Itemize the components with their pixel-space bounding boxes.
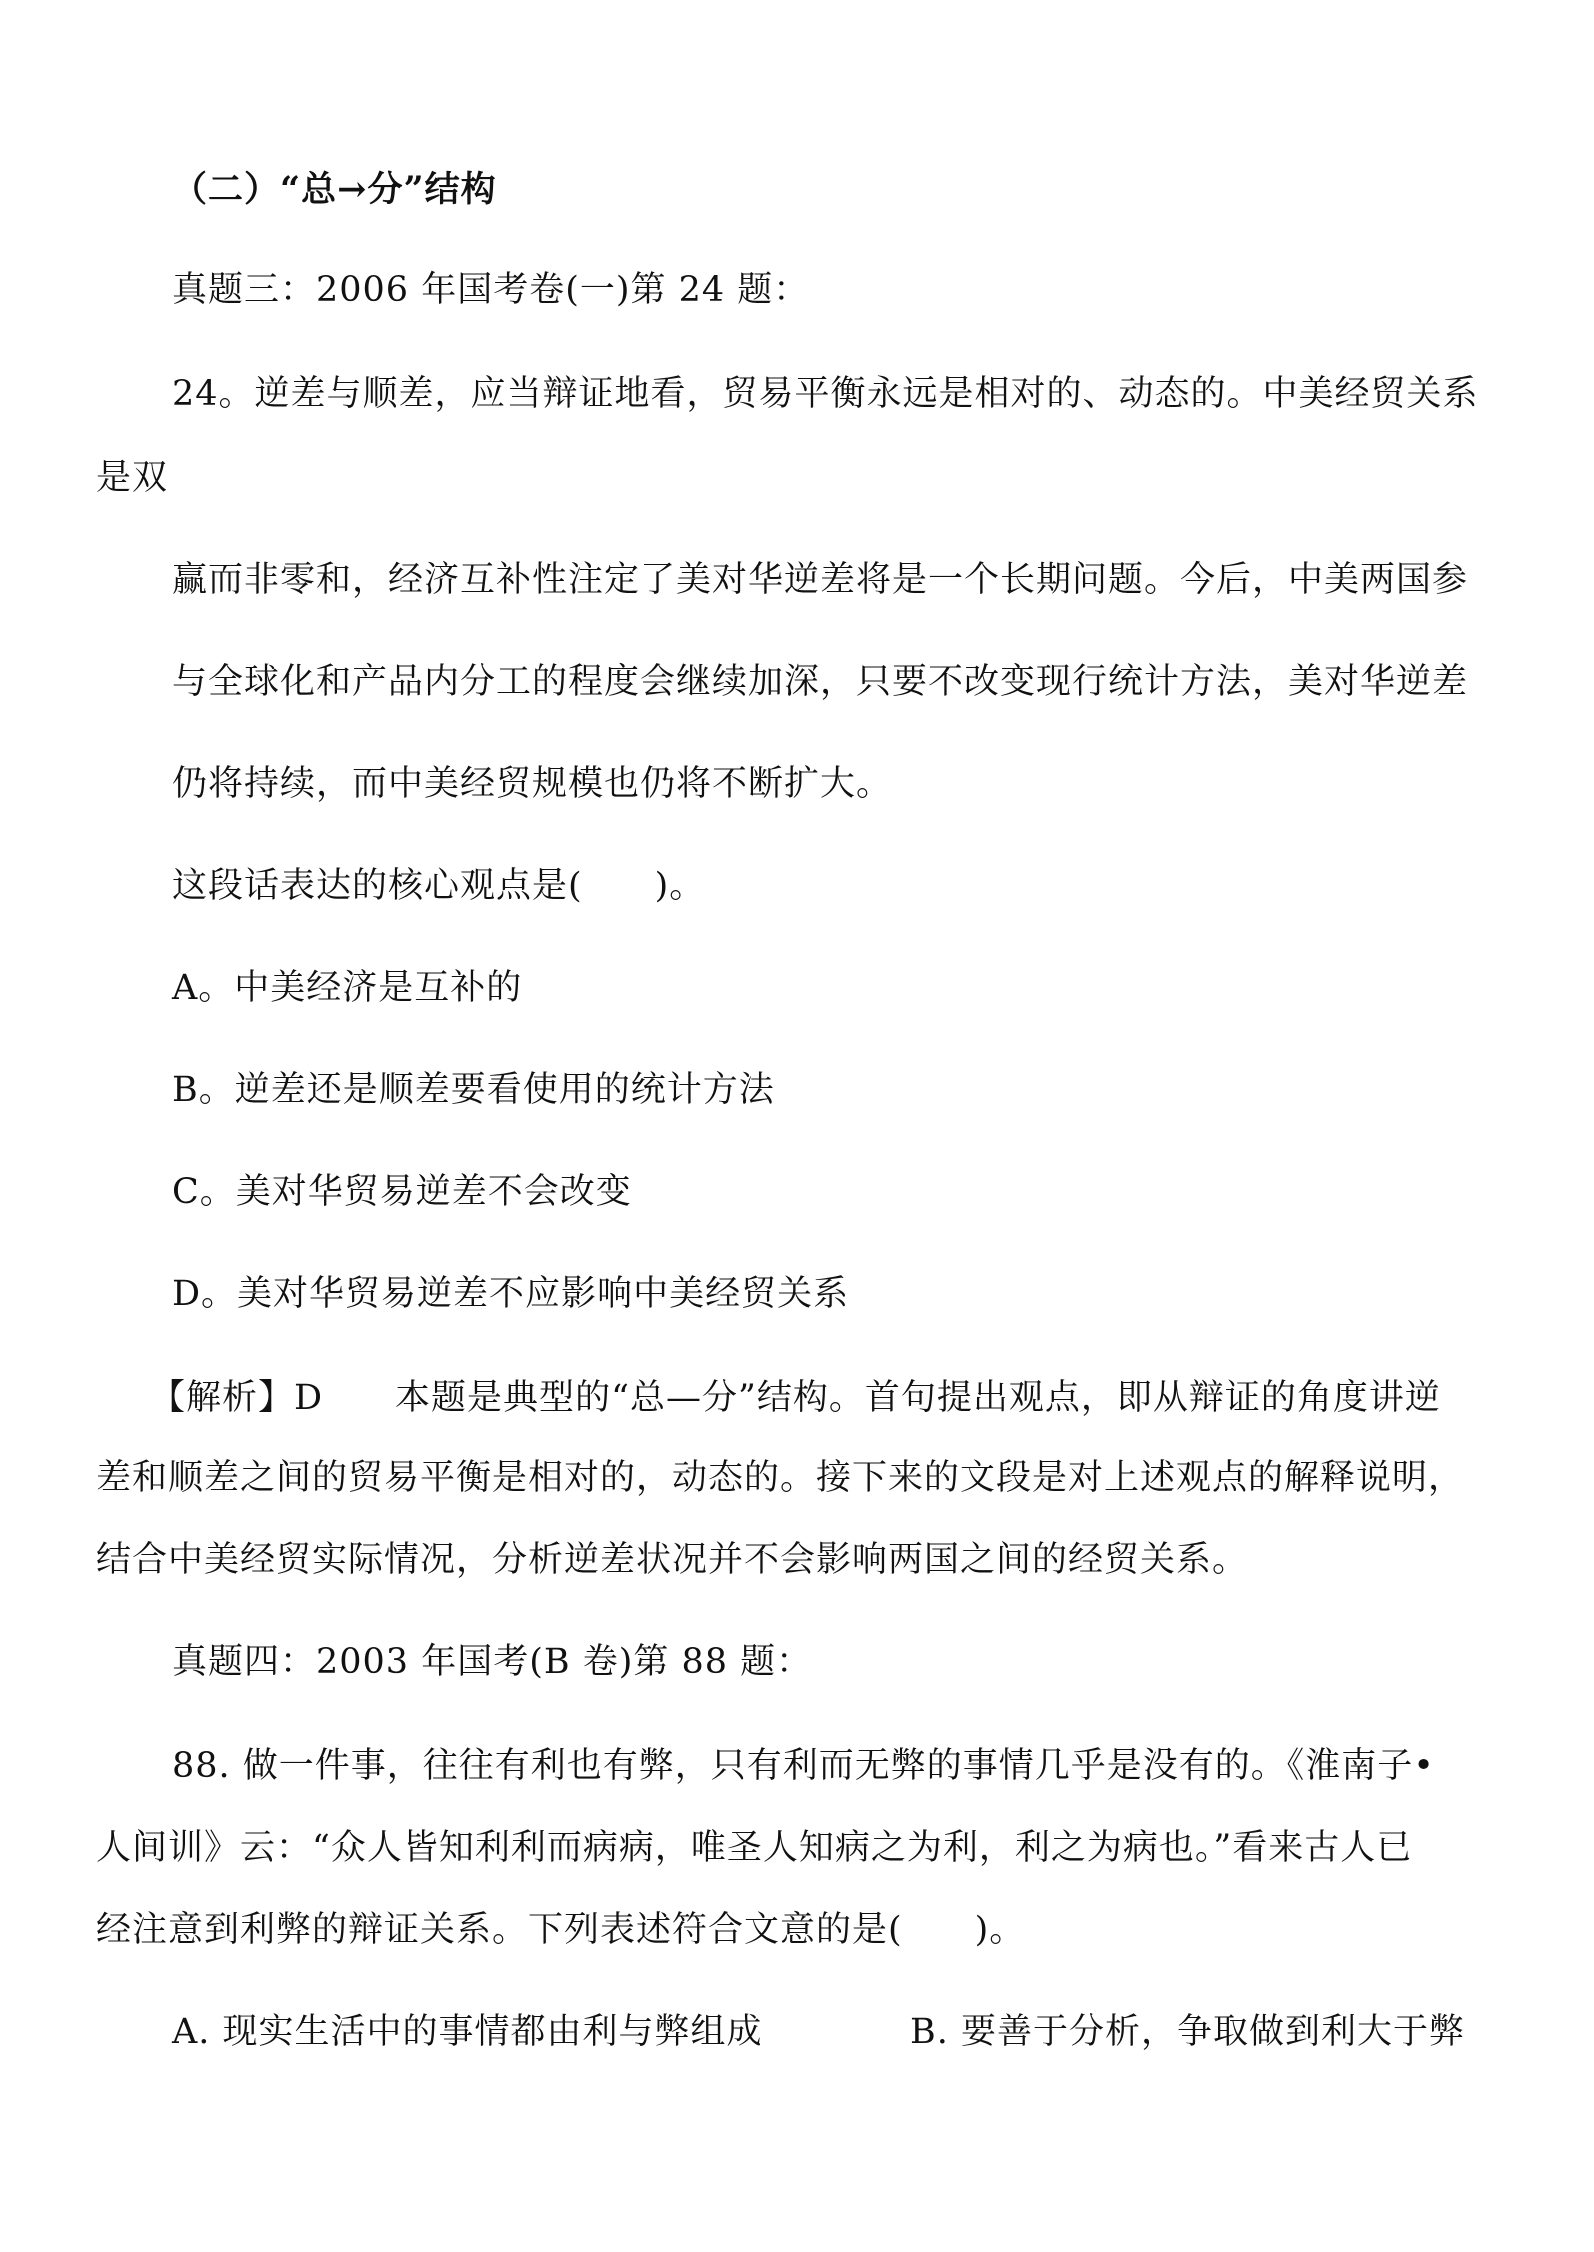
q3-stem-line-3: 赢而非零和，经济互补性注定了美对华逆差将是一个长期问题。今后，中美两国参 (172, 560, 1469, 600)
q3-option-a: A。中美经济是互补的 (172, 968, 523, 1008)
q3-stem-line-2: 是双 (96, 458, 169, 498)
q3-analysis-line-1: 【解析】D 本题是典型的“总—分”结构。首句提出观点，即从辩证的角度讲逆 (150, 1378, 1441, 1418)
q3-title: 真题三：2006 年国考卷(一)第 24 题： (172, 270, 810, 310)
q3-option-d: D。美对华贸易逆差不应影响中美经贸关系 (172, 1274, 850, 1314)
q4-option-a: A. 现实生活中的事情都由利与弊组成 (172, 2012, 763, 2052)
section-heading: （二）“总→分”结构 (172, 169, 497, 210)
q3-option-b: B。逆差还是顺差要看使用的统计方法 (172, 1070, 775, 1110)
q3-analysis-line-3: 结合中美经贸实际情况，分析逆差状况并不会影响两国之间的经贸关系。 (96, 1540, 1249, 1580)
q3-analysis-line-2: 差和顺差之间的贸易平衡是相对的，动态的。接下来的文段是对上述观点的解释说明， (96, 1458, 1465, 1498)
q4-title: 真题四：2003 年国考(B 卷)第 88 题： (172, 1642, 813, 1682)
q3-option-c: C。美对华贸易逆差不会改变 (172, 1172, 632, 1212)
q3-question: 这段话表达的核心观点是( )。 (172, 866, 706, 906)
q3-stem-line-4: 与全球化和产品内分工的程度会继续加深，只要不改变现行统计方法，美对华逆差 (172, 662, 1469, 702)
q3-stem-line-1: 24。逆差与顺差，应当辩证地看，贸易平衡永远是相对的、动态的。中美经贸关系 (172, 374, 1479, 414)
q4-stem-line-3: 经注意到利弊的辩证关系。下列表述符合文意的是( )。 (96, 1910, 1026, 1950)
q3-stem-line-5: 仍将持续，而中美经贸规模也仍将不断扩大。 (172, 764, 893, 804)
q4-stem-line-1: 88. 做一件事，往往有利也有弊，只有利而无弊的事情几乎是没有的。《淮南子• (172, 1746, 1435, 1786)
q4-option-b: B. 要善于分析，争取做到利大于弊 (910, 2012, 1465, 2052)
q4-stem-line-2: 人间训》云：“众人皆知利利而病病，唯圣人知病之为利，利之为病也。”看来古人已 (96, 1828, 1413, 1868)
